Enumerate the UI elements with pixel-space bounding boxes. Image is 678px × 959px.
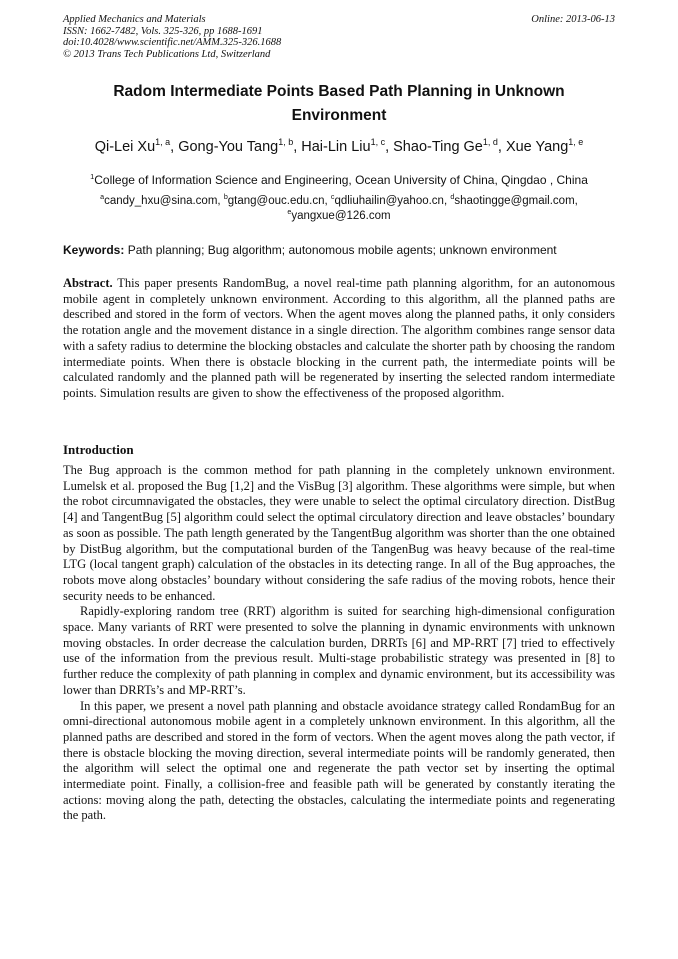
author-mark: 1, d — [482, 137, 498, 148]
online-date: Online: 2013-06-13 — [531, 14, 615, 25]
abstract — [63, 276, 615, 402]
journal-name: Applied Mechanics and Materials — [63, 14, 206, 25]
affiliation — [63, 172, 615, 188]
keywords-text: Path planning; Bug algorithm; autonomous mobile agents; unknown environment — [127, 243, 557, 257]
author-mark: 1, c — [370, 137, 386, 148]
author-mark: 1, b — [278, 137, 294, 148]
author-name: Qi-Lei Xu — [94, 139, 156, 155]
paragraph: The Bug approach is the common method for path planning in the completely unknown environment. Lumelsk et al. proposed the Bug [1,2] and the VisBug [3] algorithm. These algorithms were simple, but when the robot circumnavigated the obstacles, they were unable to select the optimal circulatory direction. DistBug [4] and TangentBug [5] algorithm could select the optimal circulatory direction and leave obstacles’ boundary as soon as possible. The path length generated by the TangentBug algorithm was shorter than the one obtained by DistBug algorithm, but the computational burden of the TangenBug was heavy because of the real-time LTG (local tangent graph) calculation of the obstacles in its detecting range. In all of the Bug approaches, the robots move along obstacles’ boundary without considering the safe radius of the moving robots, hence their security needs to be enhanced. — [63, 463, 615, 603]
section-heading-introduction: Introduction — [63, 442, 134, 457]
email-mark: a — [100, 193, 105, 202]
journal-header — [63, 14, 615, 60]
author-name: Gong-You Tang — [178, 139, 279, 155]
affiliation-mark: 1 — [90, 172, 95, 181]
email-list: $^a$candy_hxu@sina.com, $^b$gtang@ouc.edu.cn, $^c$qdliuhailin@yahoo.cn, $^d$shaotingge@gmail.com, $^e$yangxue@126.com — [100, 193, 578, 222]
doi-line[interactable]: doi:10.4028/www.scientific.net/AMM.325-326.1688 — [63, 37, 282, 48]
paragraph: Rapidly-exploring random tree (RRT) algorithm is suited for searching high-dimensional configuration space. Many variants of RRT were presented to solve the planning in dynamic environments with unknown moving obstacles. In order decrease the calculation burden, DRRTs [6] and MP-RRT [7] tried to effectively use of the information from the previous result. Multi-stage probabilistic strategy was presented in [8] to further reduce the complexity of path planning in complex and dynamic environment, but its accessibility was lower than DRRTs’s and MP-RRT’s. — [63, 604, 615, 697]
email-address[interactable]: yangxue@126.com — [291, 210, 391, 222]
email-address[interactable]: candy_hxu@sina.com — [104, 195, 218, 207]
author-name: Hai-Lin Liu — [301, 139, 371, 155]
introduction-body — [63, 463, 615, 824]
author-list: Qi-Lei Xu$^{1, a}$, Gong-You Tang$^{1, b}$, Hai-Lin Liu$^{1, c}$, Shao-Ting Ge$^{1, d}$, Xue Yang$^{1, e}$ — [94, 137, 584, 155]
author-mark: 1, e — [568, 137, 584, 148]
email-mark: c — [330, 193, 335, 202]
email-address[interactable]: qdliuhailin@yahoo.cn — [334, 195, 444, 207]
author-mark: 1, a — [155, 137, 171, 148]
email-mark: e — [287, 208, 292, 217]
author-name: Xue Yang — [505, 139, 569, 155]
paper-title: Radom Intermediate Points Based Path Planning in Unknown Environment — [113, 83, 565, 124]
keywords-label: Keywords: — [63, 243, 125, 257]
email-address[interactable]: shaotingge@gmail.com — [454, 195, 575, 207]
abstract-label: Abstract. — [63, 276, 113, 290]
author-name: Shao-Ting Ge — [393, 139, 483, 155]
paragraph: In this paper, we present a novel path planning and obstacle avoidance strategy called RondamBug for an omni-directional autonomous mobile agent in a completely unknown environment. In this algorithm, all the planned paths are described and stored in the form of vectors. When the agent moves along the path vector, if there is obstacle blocking the moving direction, several intermediate points will be randomly generated, then the algorithm will select the optimal one and regenerate the path vector set by inserting the optimal intermediate point. Finally, a collision-free and feasible path will be generated by constantly iterating the actions: moving along the path, detecting the obstacles, calculating the intermediate points and regenerating the path. — [63, 698, 615, 823]
keywords — [63, 242, 615, 258]
email-mark: d — [450, 193, 455, 202]
copyright-line: © 2013 Trans Tech Publications Ltd, Switzerland — [63, 48, 271, 60]
abstract-text: This paper presents RandomBug, a novel real-time path planning algorithm, for an autonomous mobile agent in completely unknown environment. According to this algorithm, all the planned paths are described and stored in the form of vectors. When the agent moves along the planned paths, it only considers the rotation angle and the movement distance in a single direction. The algorithm combines range sensor data with a safety radius to determine the blocking obstacles and calculate the shorter path by choosing the random intermediate points. When there is obstacle blocking in the current path, the intermediate points will be calculated randomly and the planned path will be regenerated by inserting the selected random intermediate points. Simulation results are given to show the effectiveness of the proposed algorithm. — [63, 276, 615, 400]
issn-line: ISSN: 1662-7482, Vols. 325-326, pp 1688-1691 — [63, 25, 263, 37]
email-mark: b — [223, 193, 228, 202]
email-address[interactable]: gtang@ouc.edu.cn — [227, 195, 325, 207]
affiliation-text: College of Information Science and Engineering, Ocean University of China, Qingdao , China — [94, 173, 588, 187]
